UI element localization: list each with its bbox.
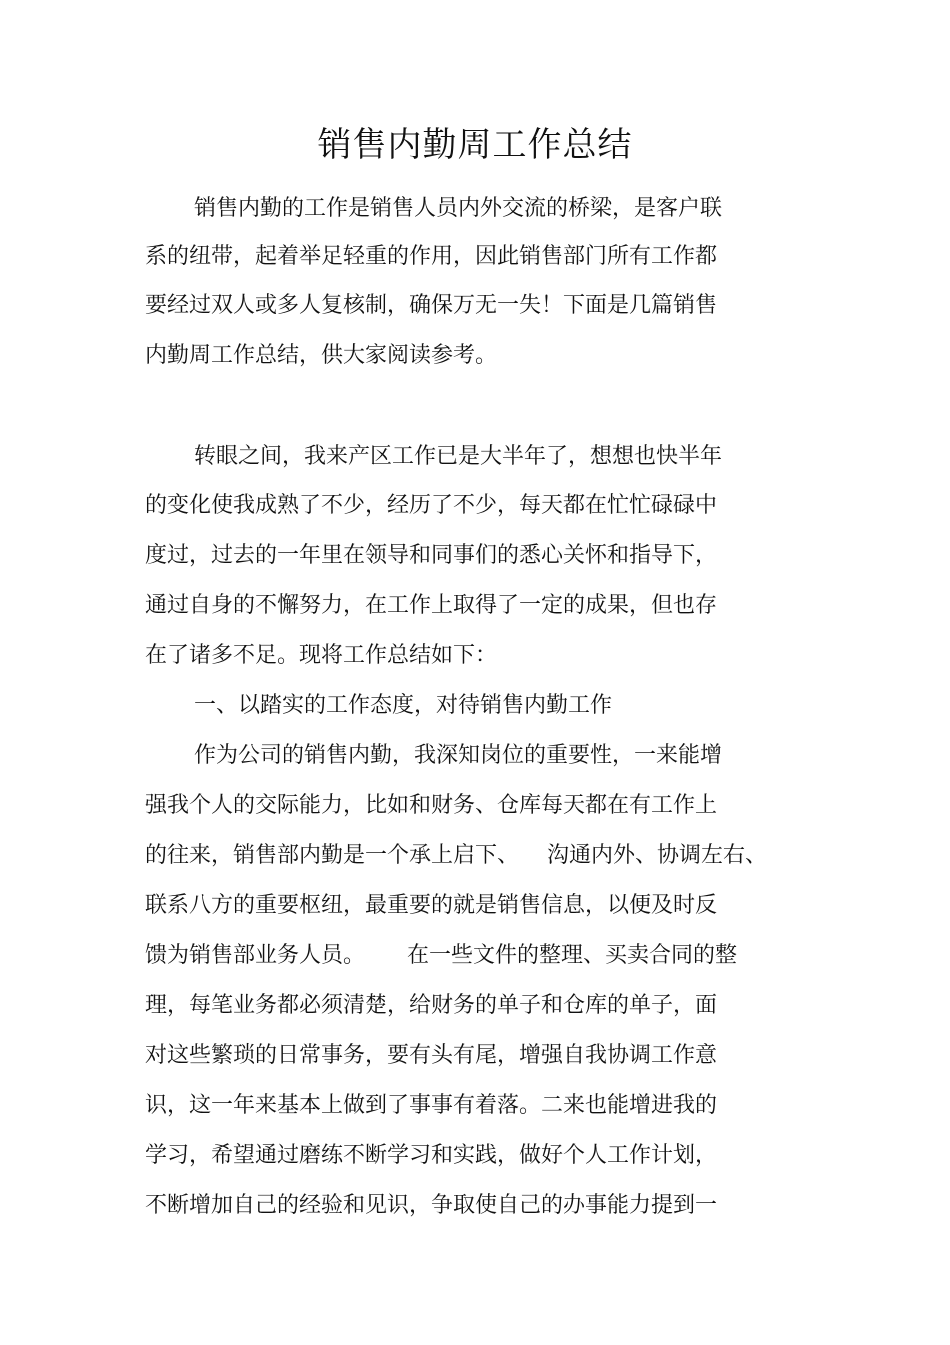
body2-line-4: 联系八方的重要枢纽，最重要的就是销售信息，以便及时反 <box>145 893 718 918</box>
body2-line-10: 不断增加自己的经验和见识，争取使自己的办事能力提到一 <box>145 1193 718 1218</box>
document-title: 销售内勤周工作总结 <box>317 125 633 165</box>
body1-line-4: 通过自身的不懈努力，在工作上取得了一定的成果，但也存 <box>145 593 718 618</box>
body1-line-5: 在了诸多不足。现将工作总结如下： <box>145 643 498 668</box>
body2-line-1: 作为公司的销售内勤，我深知岗位的重要性，一来能增 <box>194 743 723 768</box>
intro-line-1: 销售内勤的工作是销售人员内外交流的桥梁，是客户联 <box>194 196 723 221</box>
intro-line-3: 要经过双人或多人复核制，确保万无一失！下面是几篇销售 <box>145 293 718 318</box>
body2-line-6: 理，每笔业务都必须清楚，给财务的单子和仓库的单子，面 <box>145 993 718 1018</box>
body2-line-8: 识，这一年来基本上做到了事事有着落。二来也能增进我的 <box>145 1093 718 1118</box>
body2-line-5: 馈为销售部业务人员。 在一些文件的整理、买卖合同的整 <box>145 943 737 968</box>
intro-line-2: 系的纽带，起着举足轻重的作用，因此销售部门所有工作都 <box>145 244 718 269</box>
body2-line-7: 对这些繁琐的日常事务，要有头有尾，增强自我协调工作意 <box>145 1043 718 1068</box>
intro-line-4: 内勤周工作总结，供大家阅读参考。 <box>145 343 498 368</box>
body1-line-2: 的变化使我成熟了不少，经历了不少，每天都在忙忙碌碌中 <box>145 493 718 518</box>
body1-line-3: 度过，过去的一年里在领导和同事们的悉心关怀和指导下， <box>145 543 718 568</box>
body2-line-3: 的往来，销售部内勤是一个承上启下、 沟通内外、协调左右、 <box>145 843 767 868</box>
body1-line-1: 转眼之间，我来产区工作已是大半年了，想想也快半年 <box>194 444 723 469</box>
body2-line-2: 强我个人的交际能力，比如和财务、仓库每天都在有工作上 <box>145 793 718 818</box>
section-heading-1: 一、以踏实的工作态度，对待销售内勤工作 <box>194 693 613 718</box>
body2-line-9: 学习，希望通过磨练不断学习和实践，做好个人工作计划， <box>145 1143 718 1168</box>
